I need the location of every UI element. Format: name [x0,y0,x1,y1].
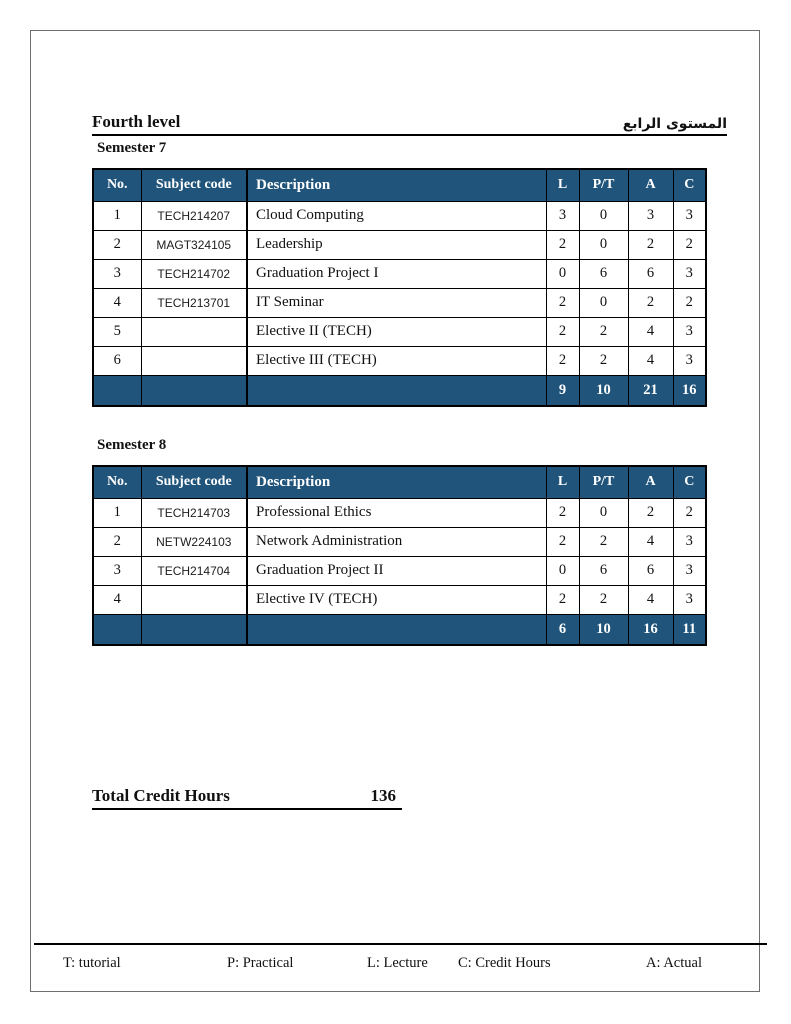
col-header-no: No. [93,466,141,498]
cell-a: 4 [628,585,673,614]
col-header-l: L [546,169,579,201]
cell-l: 2 [546,317,579,346]
cell-empty [93,375,141,406]
table-row [93,585,706,614]
cell-no: 6 [93,346,141,375]
total-c: 11 [673,614,706,645]
cell-a: 4 [628,527,673,556]
total-l: 9 [546,375,579,406]
table-row [93,317,706,346]
cell-a: 2 [628,288,673,317]
cell-c: 3 [673,585,706,614]
col-header-subject-code: Subject code [141,466,247,498]
cell-code: TECH213701 [141,288,247,317]
cell-description: Elective IV (TECH) [247,585,546,614]
cell-code: MAGT324105 [141,230,247,259]
cell-pt: 0 [579,230,628,259]
col-header-subject-code: Subject code [141,169,247,201]
table-row [93,230,706,259]
level-header [92,112,727,136]
cell-pt: 0 [579,201,628,230]
cell-l: 2 [546,498,579,527]
cell-a: 2 [628,230,673,259]
cell-description: Network Administration [247,527,546,556]
cell-description: Leadership [247,230,546,259]
cell-empty [93,614,141,645]
cell-l: 3 [546,201,579,230]
cell-code: TECH214704 [141,556,247,585]
cell-empty [247,614,546,645]
cell-l: 2 [546,346,579,375]
legend-credit-hours: C: Credit Hours [458,955,551,971]
table-row [93,346,706,375]
col-header-pt: P/T [579,466,628,498]
cell-empty [247,375,546,406]
total-c: 16 [673,375,706,406]
cell-no: 4 [93,585,141,614]
cell-a: 6 [628,259,673,288]
total-a: 16 [628,614,673,645]
level-title: Fourth level [92,112,181,131]
cell-c: 3 [673,259,706,288]
table-row [93,201,706,230]
cell-no: 3 [93,259,141,288]
cell-description: Cloud Computing [247,201,546,230]
cell-description: Elective II (TECH) [247,317,546,346]
totals-row [93,375,706,406]
cell-pt: 2 [579,317,628,346]
totals-row [93,614,706,645]
cell-no: 3 [93,556,141,585]
footer-legend [34,943,767,983]
total-credit-hours-value: 136 [370,786,396,805]
cell-pt: 0 [579,288,628,317]
cell-description: Graduation Project II [247,556,546,585]
cell-code [141,346,247,375]
cell-a: 6 [628,556,673,585]
cell-l: 2 [546,288,579,317]
cell-empty [141,375,247,406]
total-credit-hours-line [92,786,402,810]
cell-c: 2 [673,230,706,259]
cell-c: 3 [673,201,706,230]
col-header-a: A [628,169,673,201]
cell-no: 1 [93,498,141,527]
cell-l: 0 [546,556,579,585]
col-header-description: Description [247,466,546,498]
table-row [93,527,706,556]
semester7-title: Semester 7 [97,140,167,156]
cell-code: NETW224103 [141,527,247,556]
page-content [92,112,727,992]
cell-description: IT Seminar [247,288,546,317]
cell-pt: 0 [579,498,628,527]
col-header-a: A [628,466,673,498]
table-row [93,498,706,527]
cell-code: TECH214207 [141,201,247,230]
legend-tutorial: T: tutorial [63,955,121,971]
cell-pt: 2 [579,346,628,375]
legend-lecture: L: Lecture [367,955,428,971]
cell-description: Elective III (TECH) [247,346,546,375]
cell-c: 3 [673,527,706,556]
cell-no: 4 [93,288,141,317]
cell-code: TECH214703 [141,498,247,527]
semester7-table [92,168,707,407]
total-pt: 10 [579,375,628,406]
cell-code [141,585,247,614]
cell-a: 3 [628,201,673,230]
table-row [93,288,706,317]
legend-actual: A: Actual [646,955,702,971]
cell-empty [141,614,247,645]
total-pt: 10 [579,614,628,645]
total-a: 21 [628,375,673,406]
cell-no: 2 [93,527,141,556]
cell-c: 3 [673,346,706,375]
cell-pt: 6 [579,556,628,585]
cell-description: Graduation Project I [247,259,546,288]
col-header-c: C [673,169,706,201]
cell-pt: 6 [579,259,628,288]
table-header-row [93,169,706,201]
cell-description: Professional Ethics [247,498,546,527]
total-credit-hours-label: Total Credit Hours [92,786,230,805]
cell-a: 4 [628,317,673,346]
cell-c: 2 [673,498,706,527]
cell-no: 5 [93,317,141,346]
cell-code: TECH214702 [141,259,247,288]
cell-c: 2 [673,288,706,317]
cell-code [141,317,247,346]
total-l: 6 [546,614,579,645]
col-header-description: Description [247,169,546,201]
cell-a: 4 [628,346,673,375]
legend-practical: P: Practical [227,955,294,971]
cell-l: 2 [546,585,579,614]
semester8-table [92,465,707,646]
cell-pt: 2 [579,527,628,556]
col-header-no: No. [93,169,141,201]
col-header-pt: P/T [579,169,628,201]
table-row [93,259,706,288]
table-row [93,556,706,585]
cell-l: 2 [546,527,579,556]
cell-pt: 2 [579,585,628,614]
cell-no: 2 [93,230,141,259]
level-title-arabic: المستوى الرابع [622,116,727,132]
col-header-l: L [546,466,579,498]
table-header-row [93,466,706,498]
semester8-title: Semester 8 [97,437,167,453]
cell-c: 3 [673,317,706,346]
col-header-c: C [673,466,706,498]
cell-no: 1 [93,201,141,230]
cell-a: 2 [628,498,673,527]
cell-l: 2 [546,230,579,259]
cell-l: 0 [546,259,579,288]
cell-c: 3 [673,556,706,585]
